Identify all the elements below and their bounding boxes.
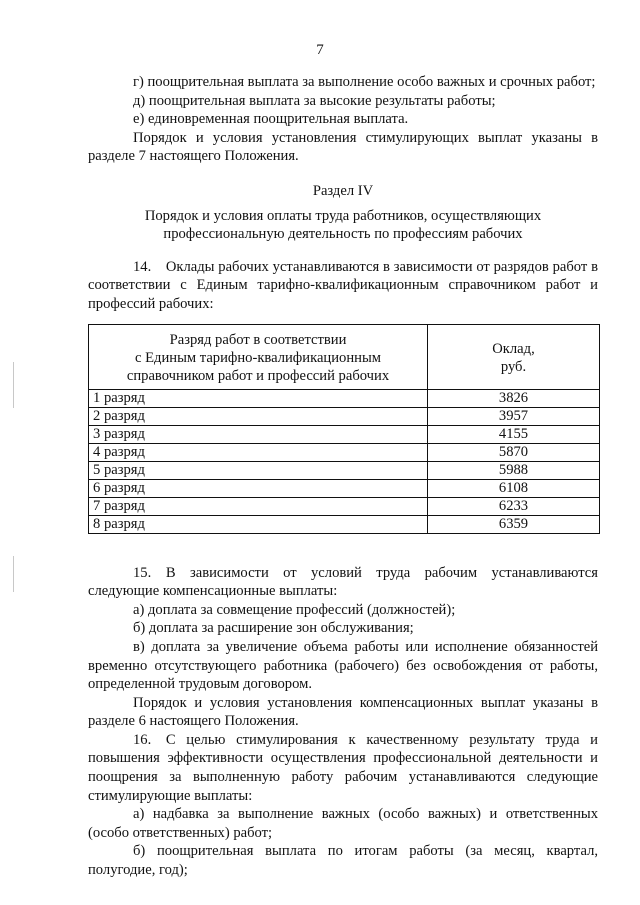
table-row: [89, 461, 600, 479]
intro-note: Порядок и условия установления стимулирующих выплат указаны в разделе 7 настоящего Положения.: [88, 129, 598, 165]
grade-cell: 6 разряд: [89, 479, 428, 497]
table-row: [89, 425, 600, 443]
table-header-salary: [428, 324, 600, 389]
para16-item-a: а) надбавка за выполнение важных (особо важных) и ответственных (особо ответственных) работ;: [88, 806, 598, 841]
salary-cell: 3826: [428, 389, 600, 407]
para15-item-a: а) доплата за совмещение профессий (должностей);: [133, 601, 456, 618]
section-label: Раздел IV: [312, 182, 374, 199]
salary-cell: 5988: [428, 461, 600, 479]
grade-cell: 1 разряд: [89, 389, 428, 407]
header-grade-line1: Разряд работ в соответствии: [169, 331, 347, 348]
paragraph-16-block: [88, 731, 598, 880]
section-heading: [88, 182, 598, 244]
table-row: [89, 389, 600, 407]
para16-item-b: б) поощрительная выплата по итогам работы (за месяц, квартал, полугодие, год);: [88, 843, 598, 879]
table-row: [89, 515, 600, 533]
section-title-line1: Порядок и условия оплаты труда работников, осуществляющих: [144, 207, 542, 224]
paragraph-14: 14. Оклады рабочих устанавливаются в зависимости от разрядов работ в соответствии с Единым тарифно-квалификационным справочником работ и профессий рабочих:: [88, 258, 598, 312]
grade-cell: 2 разряд: [89, 407, 428, 425]
scan-margin-mark-bottom: [13, 556, 14, 592]
paragraph-15-block: [88, 564, 598, 731]
salary-cell: 4155: [428, 425, 600, 443]
intro-block: [88, 73, 598, 166]
salary-cell: 5870: [428, 443, 600, 461]
table-header-row: [89, 324, 600, 389]
grade-cell: 7 разряд: [89, 497, 428, 515]
salary-cell: 6233: [428, 497, 600, 515]
scan-margin-mark-top: [13, 362, 14, 408]
intro-item-e: е) единовременная поощрительная выплата.: [133, 111, 409, 128]
table-header-grade: [89, 324, 428, 389]
salary-cell: 6359: [428, 515, 600, 533]
intro-item-d: д) поощрительная выплата за высокие результаты работы;: [133, 92, 496, 109]
grade-cell: 5 разряд: [89, 461, 428, 479]
table-row: [89, 497, 600, 515]
para15-item-v: в) доплата за увеличение объема работы или исполнение обязанностей временно отсутствующего работника (рабочего) без освобождения от работы, определенной трудовым договором.: [88, 638, 598, 693]
grade-cell: 4 разряд: [89, 443, 428, 461]
header-salary-line2: руб.: [500, 358, 527, 375]
page-number: 7: [316, 42, 324, 58]
salary-cell: 3957: [428, 407, 600, 425]
para15-note: Порядок и условия установления компенсационных выплат указаны в разделе 6 настоящего Положения.: [88, 694, 598, 730]
header-grade-line3: справочником работ и профессий рабочих: [126, 367, 390, 384]
grade-cell: 8 разряд: [89, 515, 428, 533]
header-grade-line2: с Единым тарифно-квалификационным: [134, 349, 381, 366]
table-row: [89, 443, 600, 461]
paragraph-15: 15. В зависимости от условий труда рабочим устанавливаются следующие компенсационные выплаты:: [88, 564, 598, 600]
salary-cell: 6108: [428, 479, 600, 497]
document-body: [88, 73, 598, 880]
salary-table: [88, 324, 600, 534]
grade-cell: 3 разряд: [89, 425, 428, 443]
section-title-line2: профессиональную деятельность по профессиям рабочих: [163, 226, 523, 243]
intro-item-g: г) поощрительная выплата за выполнение особо важных и срочных работ;: [133, 74, 596, 90]
table-row: [89, 479, 600, 497]
header-salary-line1: Оклад,: [492, 340, 535, 357]
para15-item-b: б) доплата за расширение зон обслуживания;: [133, 620, 414, 637]
paragraph-16: 16. С целью стимулирования к качественному результату труда и повышения эффективности осуществления профессиональной деятельности и поощрения за выполненную работу рабочим устанавливаются следующие стимулирующие выплаты:: [88, 731, 598, 804]
table-row: [89, 407, 600, 425]
